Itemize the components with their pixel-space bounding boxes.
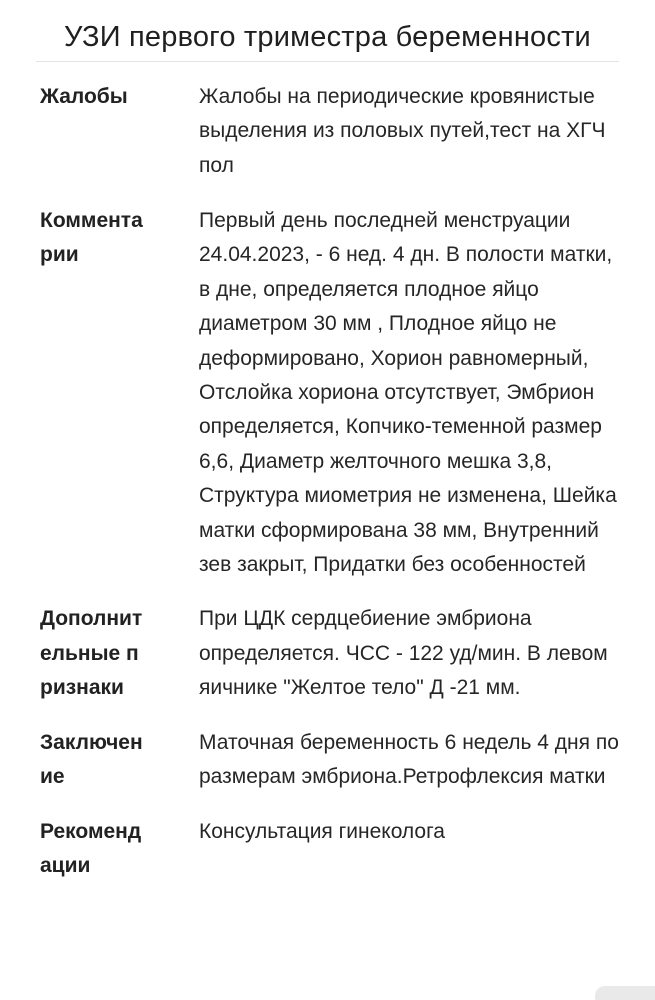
field-value: Первый день последней менструации 24.04.2023, - 6 нед. 4 дн. В полости матки, в дне, определяется плодное яйцо диаметром 30 мм , Плодное яйцо не деформировано, Хорион равномерный, Отслойка хориона отсутствует, Эмбрион определяется, Копчико-теменной размер 6,6, Диаметр желточного мешка 3,8, Структура миометрия не изменена, Шейка матки сформирована 38 мм, Внутренний зев закрыт, Придатки без особенностей (199, 209, 617, 577)
field-label: Рекомендации (40, 819, 142, 877)
field-label: Жалобы (40, 85, 128, 108)
field-additional-signs (40, 602, 620, 705)
field-value: Маточная беременность 6 недель 4 дня по размерам эмбриона.Ретрофлексия матки (199, 730, 619, 789)
field-label: Дополнительные признаки (40, 607, 143, 700)
field-complaints (40, 80, 620, 184)
scroll-to-top-button[interactable] (595, 986, 655, 1000)
report-fields (40, 80, 620, 883)
field-recommendations (40, 815, 620, 884)
field-comments (40, 204, 620, 582)
field-value: Жалобы на периодические кровянистые выделения из половых путей,тест на ХГЧ пол (199, 85, 606, 177)
field-value: При ЦДК сердцебиение эмбриона определяется. ЧСС - 122 уд/мин. В левом яичнике "Желтое тело" Д -21 мм. (199, 607, 608, 700)
field-label: Комментарии (40, 209, 143, 267)
field-value: Консультация гинеколога (199, 819, 445, 843)
field-conclusion (40, 726, 620, 795)
field-label: Заключение (40, 730, 143, 789)
report-title: УЗИ первого триместра беременности (36, 0, 619, 62)
